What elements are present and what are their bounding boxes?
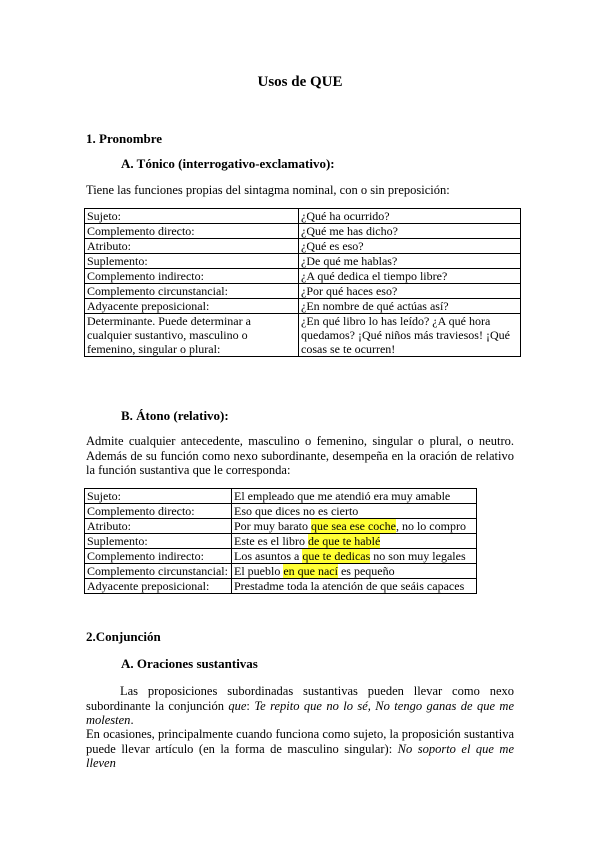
function-cell: Adyacente preposicional: bbox=[85, 299, 299, 314]
example-text: no son muy legales bbox=[370, 549, 466, 563]
keyword-que: que bbox=[228, 698, 247, 713]
function-cell: Suplemento: bbox=[85, 534, 232, 549]
paragraph-text: En ocasiones, principalmente cuando funciona como sujeto, la proposición sustantiva puede llevar artículo (en la forma de masculino singular): bbox=[86, 727, 514, 756]
example-text: Prestadme toda la atención de que seáis capaces bbox=[234, 579, 465, 593]
example-cell: ¿Qué me has dicho? bbox=[299, 224, 521, 239]
highlighted-relative-clause: en que nací bbox=[283, 564, 338, 578]
function-cell: Complemento circunstancial: bbox=[85, 284, 299, 299]
table-row bbox=[85, 224, 521, 239]
function-cell: Suplemento: bbox=[85, 254, 299, 269]
table-row bbox=[85, 314, 521, 357]
example-sentence: Te repito que no lo sé, No tengo ganas de que me molesten bbox=[86, 698, 514, 727]
page-title: Usos de QUE bbox=[257, 74, 343, 90]
example-cell bbox=[232, 549, 477, 564]
paragraph-sustantivas-1 bbox=[86, 684, 514, 728]
example-sentence: No soporto el que me lleven bbox=[86, 741, 515, 770]
example-cell: ¿De qué me hablas? bbox=[299, 254, 521, 269]
example-text: , no lo compro bbox=[395, 519, 466, 533]
table-row bbox=[85, 534, 477, 549]
example-cell: ¿Qué ha ocurrido? bbox=[299, 209, 521, 224]
example-cell: ¿En qué libro lo has leído? ¿A qué hora quedamos? ¡Qué niños más traviesos! ¡Qué cosas se te ocurren! bbox=[299, 314, 521, 357]
table-row bbox=[85, 284, 521, 299]
example-cell: ¿En nombre de qué actúas así? bbox=[299, 299, 521, 314]
example-cell: ¿Por qué haces eso? bbox=[299, 284, 521, 299]
example-text: Eso que dices no es cierto bbox=[234, 504, 359, 518]
section-heading-conjuncion: 2.Conjunción bbox=[86, 629, 161, 644]
function-cell: Complemento indirecto: bbox=[85, 269, 299, 284]
paragraph-text: Las proposiciones subordinadas sustantivas pueden llevar como nexo subordinante la conjunción bbox=[86, 684, 514, 713]
intro-atono: Admite cualquier antecedente, masculino o femenino, singular o plural, o neutro. Además de su función como nexo subordinante, desempeña en la oración de relativo la función sustantiva que le corresponda: bbox=[86, 434, 514, 477]
function-cell: Determinante. Puede determinar a cualquier sustantivo, masculino o femenino, singular o plural: bbox=[85, 314, 299, 357]
function-cell: Adyacente preposicional: bbox=[85, 579, 232, 594]
table-row bbox=[85, 299, 521, 314]
table-row bbox=[85, 519, 477, 534]
table-tonico bbox=[84, 208, 521, 357]
highlighted-relative-clause: que te dedicas bbox=[302, 549, 371, 563]
example-text: Este es el libro bbox=[234, 534, 308, 548]
highlighted-relative-clause: de que te hablé bbox=[307, 534, 381, 548]
subsection-heading-atono: B. Átono (relativo): bbox=[121, 408, 229, 423]
example-cell: ¿Qué es eso? bbox=[299, 239, 521, 254]
paragraph-text: . bbox=[130, 713, 134, 727]
example-cell bbox=[232, 579, 477, 594]
example-text: es pequeño bbox=[337, 564, 395, 578]
highlighted-relative-clause: que sea ese coche bbox=[311, 519, 396, 533]
table-row bbox=[85, 549, 477, 564]
function-cell: Complemento directo: bbox=[85, 224, 299, 239]
example-cell bbox=[232, 504, 477, 519]
function-cell: Atributo: bbox=[85, 239, 299, 254]
table-row bbox=[85, 209, 521, 224]
example-text: Por muy barato bbox=[234, 519, 311, 533]
table-row bbox=[85, 579, 477, 594]
example-text: El empleado que me atendió era muy amable bbox=[234, 489, 451, 503]
section-heading-pronombre: 1. Pronombre bbox=[86, 131, 163, 146]
function-cell: Sujeto: bbox=[85, 489, 232, 504]
function-cell: Atributo: bbox=[85, 519, 232, 534]
example-text: El pueblo bbox=[234, 564, 284, 578]
subsection-heading-sustantivas: A. Oraciones sustantivas bbox=[121, 656, 258, 671]
example-cell bbox=[232, 534, 477, 549]
intro-tonico: Tiene las funciones propias del sintagma nominal, con o sin preposición: bbox=[86, 183, 450, 197]
function-cell: Complemento circunstancial: bbox=[85, 564, 232, 579]
paragraph-text: : bbox=[246, 698, 255, 713]
table-row bbox=[85, 504, 477, 519]
table-row bbox=[85, 239, 521, 254]
function-cell: Sujeto: bbox=[85, 209, 299, 224]
table-atono bbox=[84, 488, 477, 594]
paragraph-sustantivas-2 bbox=[86, 727, 514, 771]
example-text: Los asuntos a bbox=[234, 549, 303, 563]
example-cell bbox=[232, 489, 477, 504]
table-row bbox=[85, 489, 477, 504]
function-cell: Complemento directo: bbox=[85, 504, 232, 519]
table-row bbox=[85, 564, 477, 579]
table-row bbox=[85, 254, 521, 269]
example-cell bbox=[232, 519, 477, 534]
subsection-heading-tonico: A. Tónico (interrogativo-exclamativo): bbox=[121, 156, 335, 171]
example-cell bbox=[232, 564, 477, 579]
function-cell: Complemento indirecto: bbox=[85, 549, 232, 564]
example-cell: ¿A qué dedica el tiempo libre? bbox=[299, 269, 521, 284]
table-row bbox=[85, 269, 521, 284]
